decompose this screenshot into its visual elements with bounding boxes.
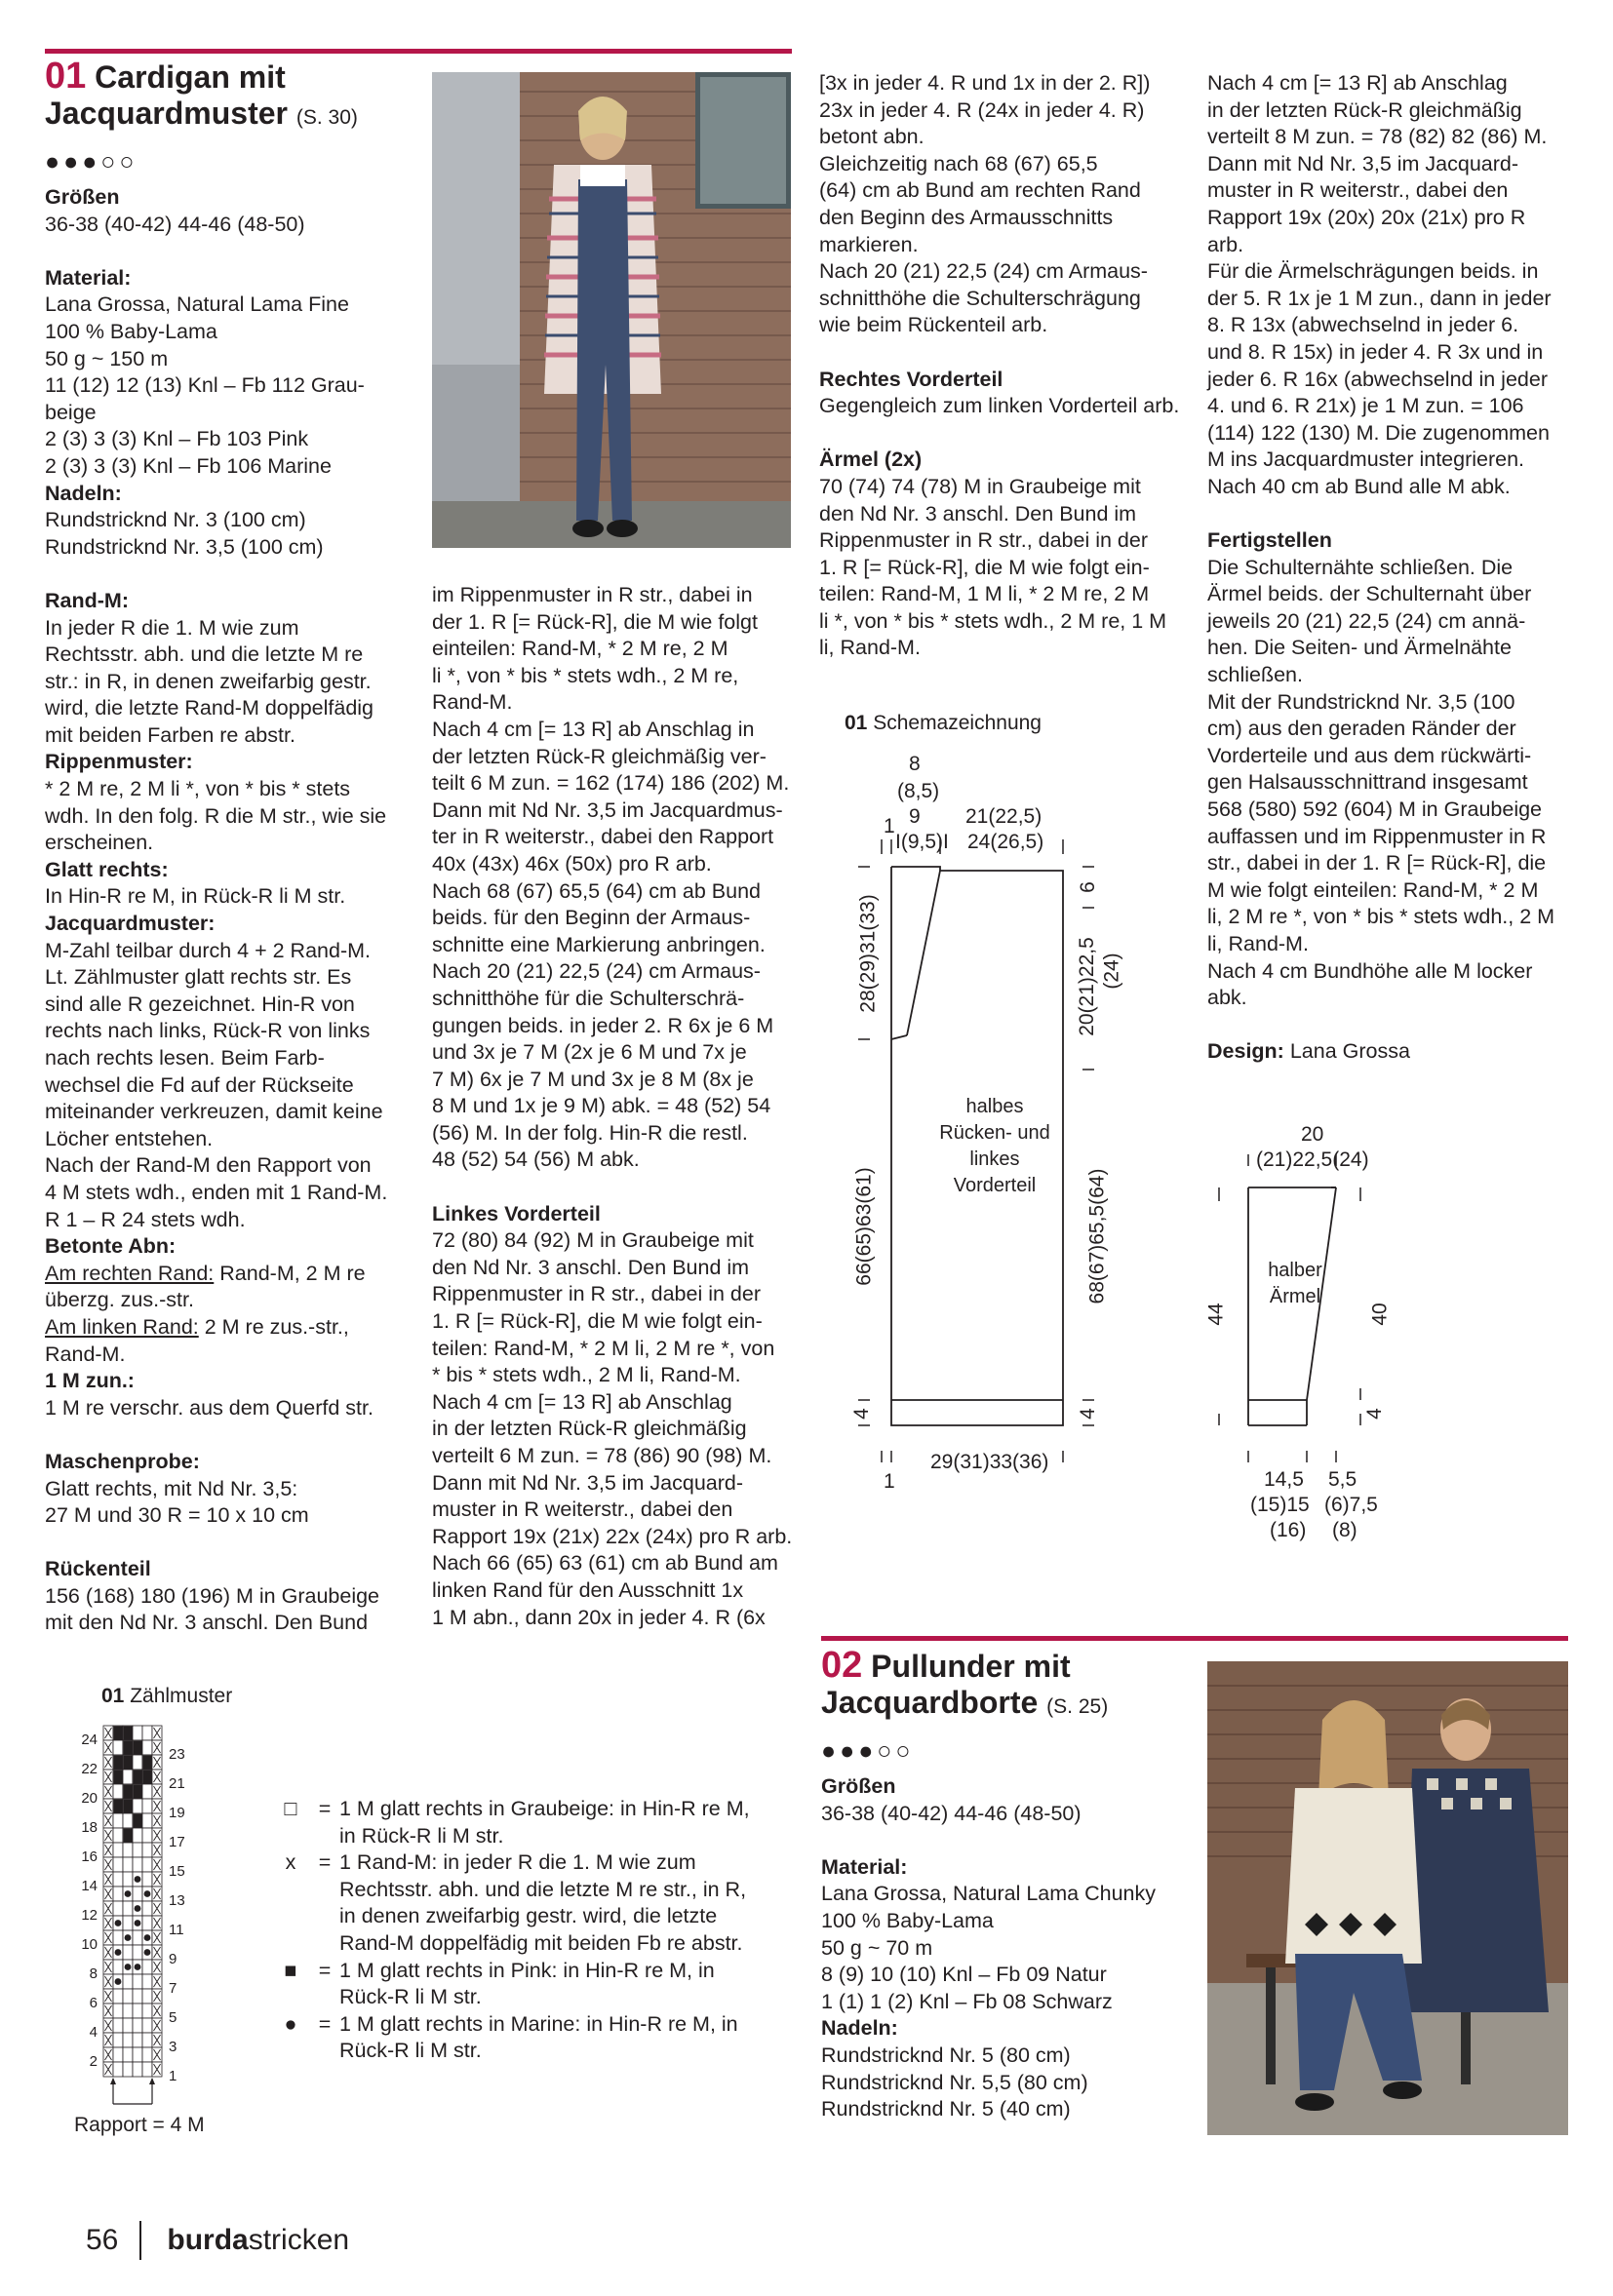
chart-cell xyxy=(113,1828,123,1843)
row-label: 11 xyxy=(169,1922,184,1938)
pink-stitch xyxy=(143,1771,152,1784)
text-line: Nach der Rand-M den Rapport von xyxy=(45,1153,372,1178)
text-line: str., dabei in der 1. R [= Rück-R], die xyxy=(1207,851,1547,876)
pink-stitch xyxy=(114,1727,123,1740)
chart-cell xyxy=(123,1872,133,1887)
text-line: li *, von * bis * stets wdh., 2 M re, 1 M xyxy=(819,608,1167,633)
row-label: 6 xyxy=(89,1995,98,2011)
chart-cell xyxy=(133,1989,142,2004)
pink-stitch xyxy=(124,1785,133,1799)
chart-cell xyxy=(113,1887,123,1901)
count-chart xyxy=(68,1685,283,2143)
text-line: teilen: Rand-M, * 2 M li, 2 M re *, von xyxy=(432,1336,775,1360)
text-line: 100 % Baby-Lama xyxy=(45,319,217,343)
marine-stitch xyxy=(125,1934,132,1941)
text-line: verteilt 8 M zun. = 78 (82) 82 (86) M. xyxy=(1207,125,1548,149)
text-line: den Nd Nr. 3 anschl. Den Bund im xyxy=(819,501,1137,525)
marine-stitch xyxy=(115,1978,122,1985)
chart-cell xyxy=(113,1813,123,1828)
chart-cell xyxy=(133,1930,142,1945)
chart-cell xyxy=(142,1857,152,1872)
text-line: 27 M und 30 R = 10 x 10 cm xyxy=(45,1503,309,1528)
text-line: ter in R weiterstr., dabei den Rapport xyxy=(432,825,774,849)
row-label: 1 xyxy=(169,2068,177,2084)
legend-text: 1 M glatt rechts in Graubeige: in Hin-R re M, in Rück-R li M str. xyxy=(339,1797,750,1848)
chart-cell xyxy=(142,1843,152,1857)
row-label: 9 xyxy=(169,1951,177,1967)
text-line: der letzten Rück-R gleichmäßig ver- xyxy=(432,744,767,768)
article-02: 02 Pullunder mit Jacquardborte (S. 25) ●●●○○ Größen 36-38 (40-42) 44-46 (48-50) Material: Lana Grossa, Natural Lama Chunky 100 % Baby-Lama 50 g ~ 70 m 8 (9) 10 (10) Knl – Fb 09 Natur 1 (1) 1 (2) Knl – Fb 08 Schwarz Nadeln: Rundstricknd Nr. 5 (80 cm) Rundstricknd Nr. 5,5 (80 cm) Rundstricknd Nr. 5 (40 cm) xyxy=(821,1648,1192,2123)
text-line: Nach 20 (21) 22,5 (24) cm Armaus- xyxy=(432,959,761,984)
text-line: Lt. Zählmuster glatt rechts str. Es xyxy=(45,965,352,990)
text-line: der 1. R [= Rück-R], die M wie folgt xyxy=(432,609,758,634)
chart-cell xyxy=(113,2047,123,2062)
column-4: Nach 4 cm [= 13 R] ab Anschlag in der letzten Rück-R gleichmäßig verteilt 8 M zun. = 78 (82) 82 (86) M. Dann mit Nd Nr. 3,5 im Jacquard- muster in R weiterstr., dabei den Rapport 19x (20x) 20x (21x) pro R arb. Für die Ärmelschrägungen beids. in der 5. R 1x je 1 M zun., dann in jeder 8. R 13x (abwechselnd in jeder 6. und 8. R 15x) in jeder 4. R 3x und in jeder 6. R 16x (abwechselnd in jeder 4. und 6. R 21x) je 1 M zun. = 106 (114) 122 (130) M. Die zugenommen M ins Jacquardmuster integrieren. Nach 40 cm ab Bund alle M abk. Fertigstellen Die Schulternähte schließen. Die Ärmel beids. der Schulternaht über jeweils 20 (21) 22,5 (24) cm annä- hen. Die Seiten- und Ärmelnähte schließen. Mit der Rundstricknd Nr. 3,5 (100 cm) aus den geraden Ränder der Vorderteile und aus dem rückwärti- gen Halsausschnittrand insgesamt 568 (580) 592 (604) M in Graubeige auffassen und im Rippenmuster in R str., dabei in der 1. R [= Rück-R], die M wie folgt einteilen: Rand-M, * 2 M li, 2 M re *, von * bis * stets wdh., 2 M li, Rand-M. Nach 4 cm Bundhöhe alle M locker abk. Design: Lana Grossa xyxy=(1207,70,1578,1066)
text-line: 40x (43x) 46x (50x) pro R arb. xyxy=(432,851,712,876)
chart-cell xyxy=(113,1857,123,1872)
text-line: einteilen: Rand-M, * 2 M re, 2 M xyxy=(432,637,728,661)
text-line: (114) 122 (130) M. Die zugenommen xyxy=(1207,420,1550,445)
chart-cell xyxy=(113,1872,123,1887)
text-line: Rundstricknd Nr. 5 (40 cm) xyxy=(821,2097,1071,2121)
arrow-icon xyxy=(149,2078,155,2084)
row-label: 8 xyxy=(89,1965,98,1982)
chart-cell xyxy=(133,1945,142,1960)
row-label: 17 xyxy=(169,1834,185,1850)
text-line: im Rippenmuster in R str., dabei in xyxy=(432,583,753,606)
text-line: muster in R weiterstr., dabei den xyxy=(432,1498,733,1522)
text-line: den Beginn des Armausschnitts xyxy=(819,205,1114,229)
text-line: Rapport 19x (20x) 20x (21x) pro R xyxy=(1207,205,1526,229)
chart-label: 01 Zählmuster xyxy=(101,1685,233,1707)
row-label: 7 xyxy=(169,1980,177,1997)
text-line: teilt 6 M zun. = 162 (174) 186 (202) M. xyxy=(432,771,790,796)
pink-stitch xyxy=(134,1771,142,1784)
legend-equals: = xyxy=(318,1958,332,1982)
chart-cell xyxy=(142,2062,152,2077)
cardigan-photo xyxy=(432,72,791,548)
pink-stitch xyxy=(124,1741,133,1755)
text-line: miteinander verkreuzen, damit keine xyxy=(45,1100,383,1124)
pink-stitch xyxy=(134,1741,142,1755)
row-label: 2 xyxy=(89,2053,98,2070)
text-line: Ärmel beids. der Schulternaht über xyxy=(1207,582,1532,606)
chart-cell xyxy=(123,1945,133,1960)
text-line: 50 g ~ 150 m xyxy=(45,346,169,370)
marine-stitch xyxy=(144,1934,151,1941)
page-footer xyxy=(86,2221,349,2260)
marine-stitch xyxy=(144,1890,151,1897)
pink-stitch xyxy=(134,1785,142,1799)
text-line: 1. R [= Rück-R], die M wie folgt ein- xyxy=(432,1309,763,1334)
chart-cell xyxy=(142,2004,152,2018)
text-line: (64) cm ab Bund am rechten Rand xyxy=(819,178,1141,203)
text-line: 48 (52) 54 (56) M abk. xyxy=(432,1148,640,1172)
chart-cell xyxy=(142,2047,152,2062)
text-line: 8. R 13x (abwechselnd in jeder 6. xyxy=(1207,313,1519,337)
text-line: Nach 68 (67) 65,5 (64) cm ab Bund xyxy=(432,878,762,903)
legend-equals: = xyxy=(318,2011,332,2036)
legend-text: 1 M glatt rechts in Marine: in Hin-R re M, in Rück-R li M str. xyxy=(339,2011,738,2063)
text-line: Nach 20 (21) 22,5 (24) cm Armaus- xyxy=(819,259,1148,284)
text-line: M ins Jacquardmuster integrieren. xyxy=(1207,448,1525,472)
chart-cell xyxy=(142,1872,152,1887)
pink-stitch xyxy=(124,1800,133,1813)
text-line: gungen beids. in jeder 2. R 6x je 6 M xyxy=(432,1013,774,1037)
text-line: 100 % Baby-Lama xyxy=(821,1908,994,1932)
chart-cell xyxy=(113,1989,123,2004)
text-line: In jeder R die 1. M wie zum xyxy=(45,615,299,640)
chart-cell xyxy=(113,1901,123,1916)
pullunder-photo xyxy=(1207,1661,1568,2135)
chart-cell xyxy=(123,1857,133,1872)
text-line: wie beim Rückenteil arb. xyxy=(819,313,1048,337)
text-line: wird, die letzte Rand-M doppelfädig xyxy=(45,696,374,720)
chart-cell xyxy=(133,2062,142,2077)
title-rule-02 xyxy=(821,1636,1568,1641)
text-line: * 2 M re, 2 M li *, von * bis * stets xyxy=(45,777,351,801)
text-line: wechsel die Fd auf der Rückseite xyxy=(45,1072,354,1097)
schema-label: 01 Schemazeichnung xyxy=(845,712,1042,734)
text-line: li, Rand-M. xyxy=(1207,932,1309,955)
pink-stitch xyxy=(143,1756,152,1770)
legend-item xyxy=(271,2011,798,2065)
row-label: 16 xyxy=(81,1848,98,1865)
chart-cell xyxy=(123,2047,133,2062)
pink-stitch xyxy=(114,1800,123,1813)
text-line: Nach 4 cm Bundhöhe alle M locker xyxy=(1207,958,1533,983)
text-line: betont abn. xyxy=(819,125,925,149)
legend-equals: = xyxy=(318,1797,332,1820)
arrow-icon xyxy=(110,2078,116,2084)
text-line: li *, von * bis * stets wdh., 2 M re, xyxy=(432,663,739,687)
text-line: 568 (580) 592 (604) M in Graubeige xyxy=(1207,798,1543,822)
sleeve-center-label: halber Ärmel xyxy=(1268,1260,1322,1307)
chart-cell xyxy=(113,1740,123,1755)
chart-cell xyxy=(123,1770,133,1784)
chart-cell xyxy=(113,1960,123,1974)
text-line: 1 (1) 1 (2) Knl – Fb 08 Schwarz xyxy=(821,1989,1113,2013)
text-line: wdh. In den folg. R die M str., wie sie xyxy=(45,803,387,828)
pink-stitch xyxy=(114,1756,123,1770)
chart-cell xyxy=(133,1887,142,1901)
chart-cell xyxy=(133,2004,142,2018)
row-label: 20 xyxy=(81,1790,98,1807)
text-line: 50 g ~ 70 m xyxy=(821,1935,933,1960)
row-label: 14 xyxy=(81,1878,98,1894)
text-line: Lana Grossa, Natural Lama Fine xyxy=(45,292,349,317)
chart-cell xyxy=(133,1974,142,1989)
text-line: cm) aus den geraden Ränder der xyxy=(1207,717,1516,741)
text-line: Nach 4 cm [= 13 R] ab Anschlag xyxy=(432,1389,732,1414)
row-label: 5 xyxy=(169,2009,177,2026)
legend-symbol: □ xyxy=(284,1797,297,1820)
difficulty-rating: ●●●○○ xyxy=(45,148,138,175)
legend-item xyxy=(271,1849,798,1957)
text-line: Rundstricknd Nr. 3 (100 cm) xyxy=(45,508,306,532)
chart-cell xyxy=(123,1989,133,2004)
text-line: Rundstricknd Nr. 3,5 (100 cm) xyxy=(45,534,324,559)
neckline xyxy=(907,871,940,1035)
legend-item xyxy=(271,1796,798,1849)
brand-logo: burdastricken xyxy=(167,2224,350,2256)
text-line: beids. für den Beginn der Armaus- xyxy=(432,906,751,930)
pink-stitch xyxy=(134,1814,142,1828)
marine-stitch xyxy=(115,1920,122,1926)
text-line: Dann mit Nd Nr. 3,5 im Jacquard- xyxy=(1207,151,1519,175)
chart-cell xyxy=(133,1755,142,1770)
row-label: 24 xyxy=(81,1732,98,1748)
marine-stitch xyxy=(135,1964,141,1970)
article-02-title: 02 Pullunder mit Jacquardborte (S. 25) xyxy=(821,1645,1109,1720)
legend-symbol: x xyxy=(285,1850,296,1875)
text-line: den Nd Nr. 3 anschl. Den Bund im xyxy=(432,1255,750,1279)
text-line: Für die Ärmelschrägungen beids. in xyxy=(1207,259,1539,284)
text-line: gen Halsausschnittrand insgesamt xyxy=(1207,770,1528,795)
chart-cell xyxy=(142,1740,152,1755)
chart-cell xyxy=(123,1813,133,1828)
chart-grid xyxy=(68,1685,283,2143)
chart-cell xyxy=(142,1989,152,2004)
title-rule-01 xyxy=(45,49,792,54)
text-line: jeweils 20 (21) 22,5 (24) cm annä- xyxy=(1207,608,1526,633)
chart-cell xyxy=(142,1828,152,1843)
text-line: Nach 4 cm [= 13 R] ab Anschlag xyxy=(1207,71,1508,95)
text-line: nach rechts lesen. Beim Farb- xyxy=(45,1046,325,1070)
text-line: Lana Grossa, Natural Lama Chunky xyxy=(821,1882,1156,1906)
pink-stitch xyxy=(124,1727,133,1740)
legend-text: 1 Rand-M: in jeder R die 1. M wie zum Rechtsstr. abh. und die letzte M re str., in R, in denen zweifarbig gestr. wird, die letzte Rand-M doppelfädig mit beiden Fb re abstr. xyxy=(339,1850,747,1955)
text-line: M wie folgt einteilen: Rand-M, * 2 M xyxy=(1207,877,1539,902)
text-line: 1 M abn., dann 20x in jeder 4. R (6x xyxy=(432,1605,766,1629)
marine-stitch xyxy=(144,1949,151,1956)
text-line: muster in R weiterstr., dabei den xyxy=(1207,178,1509,203)
text-line: M-Zahl teilbar durch 4 + 2 Rand-M. xyxy=(45,938,371,962)
chart-cell xyxy=(133,2047,142,2062)
chart-cell xyxy=(142,1799,152,1813)
text-line: und 3x je 7 M (2x je 6 M und 7x je xyxy=(432,1040,747,1065)
column-2: im Rippenmuster in R str., dabei in der 1. R [= Rück-R], die M wie folgt einteilen: Rand-M, * 2 M re, 2 M li *, von * bis * stets wdh., 2 M re, Rand-M. Nach 4 cm [= 13 R] ab Anschlag in der letzten Rück-R gleichmäßig ver- teilt 6 M zun. = 162 (174) 186 (202) M. Dann mit Nd Nr. 3,5 im Jacquardmus- ter in R weiterstr., dabei den Rapport 40x (43x) 46x (50x) pro R arb. Nach 68 (67) 65,5 (64) cm ab Bund beids. für den Beginn der Armaus- schnitte eine Markierung anbringen. Nach 20 (21) 22,5 (24) cm Armaus- schnitthöhe für die Schulterschrä- gungen beids. in jeder 2. R 6x je 6 M und 3x je 7 M (2x je 6 M und 7x je 7 M) 6x je 7 M und 3x je 8 M (8x je 8 M und 1x je 9 M) abk. = 48 (52) 54 (56) M. In der folg. Hin-R die restl. 48 (52) 54 (56) M abk. Linkes Vorderteil 72 (80) 84 (92) M in Graubeige mit den Nd Nr. 3 anschl. Den Bund im Rippenmuster in R str., dabei in der 1. R [= Rück-R], die M wie folgt ein- teilen: Rand-M, * 2 M li, 2 M re *, von * bis * stets wdh., 2 M li, Rand-M. Nach 4 cm [= 13 R] ab Anschlag in der letzten Rück-R gleichmäßig verteilt 6 M zun. = 78 (86) 90 (98) M. Dann mit Nd Nr. 3,5 im Jacquard- muster in R weiterstr., dabei den Rapport 19x (21x) 22x (24x) pro R arb. Nach 66 (65) 63 (61) cm ab Bund am linken Rand für den Ausschnitt 1x 1 M abn., dann 20x in jeder 4. R (6x xyxy=(432,582,803,1631)
chart-cell xyxy=(113,2004,123,2018)
text-line: mit beiden Farben re abstr. xyxy=(45,722,295,747)
text-line: der 5. R 1x je 1 M zun., dann in jeder xyxy=(1207,286,1552,310)
chart-cell xyxy=(142,2033,152,2047)
text-line: arb. xyxy=(1207,232,1244,256)
text-line: 8 M und 1x je 9 M) abk. = 48 (52) 54 xyxy=(432,1094,771,1118)
text-line: Rand-M. xyxy=(432,690,513,715)
text-line: Nach 4 cm [= 13 R] ab Anschlag in xyxy=(432,717,755,741)
chart-cell xyxy=(113,1930,123,1945)
marine-stitch xyxy=(115,1949,122,1956)
pink-stitch xyxy=(124,1756,133,1770)
text-line: Dann mit Nd Nr. 3,5 im Jacquardmus- xyxy=(432,798,783,822)
chart-cell xyxy=(123,2018,133,2033)
chart-cell xyxy=(123,1901,133,1916)
text-line: 4 M stets wdh., enden mit 1 Rand-M. xyxy=(45,1180,388,1204)
text-line: Vorderteile und aus dem rückwärti- xyxy=(1207,743,1532,767)
schema-center-label: halbes Rücken- und linkes Vorderteil xyxy=(939,1096,1050,1196)
rapport-label: Rapport = 4 M xyxy=(74,2114,205,2136)
chart-cell xyxy=(113,1784,123,1799)
row-label: 4 xyxy=(89,2024,98,2041)
chart-cell xyxy=(133,2018,142,2033)
chart-cell xyxy=(123,1916,133,1930)
text-line: schnitte eine Markierung anbringen. xyxy=(432,932,766,956)
text-line: 11 (12) 12 (13) Knl – Fb 112 Grau- xyxy=(45,373,365,398)
chart-cell xyxy=(133,1799,142,1813)
text-line: in der letzten Rück-R gleichmäßig xyxy=(1207,97,1522,122)
text-line: li, Rand-M. xyxy=(819,636,921,660)
text-line: 156 (168) 180 (196) M in Graubeige xyxy=(45,1583,380,1608)
text-line: 2 (3) 3 (3) Knl – Fb 103 Pink xyxy=(45,427,309,451)
pink-stitch xyxy=(124,1829,133,1843)
chart-legend xyxy=(271,1796,798,2065)
chart-cell xyxy=(142,1974,152,1989)
text-line: * bis * stets wdh., 2 M li, Rand-M. xyxy=(432,1363,741,1387)
text-line: mit den Nd Nr. 3 anschl. Den Bund xyxy=(45,1611,369,1635)
column-3: [3x in jeder 4. R und 1x in der 2. R]) 23x in jeder 4. R (24x in jeder 4. R) betont abn. Gleichzeitig nach 68 (67) 65,5 (64) cm ab Bund am rechten Rand den Beginn des Armausschnitts markieren. Nach 20 (21) 22,5 (24) cm Armaus- schnitthöhe die Schulterschrägung wie beim Rückenteil arb. Rechtes Vorderteil Gegengleich zum linken Vorderteil arb. Ärmel (2x) 70 (74) 74 (78) M in Graubeige mit den Nd Nr. 3 anschl. Den Bund im Rippenmuster in R str., dabei in der 1. R [= Rück-R], die M wie folgt ein- teilen: Rand-M, 1 M li, * 2 M re, 2 M li *, von * bis * stets wdh., 2 M re, 1 M li, Rand-M. xyxy=(819,70,1195,662)
legend-item xyxy=(271,1958,798,2011)
text-line: rechts nach links, Rück-R von links xyxy=(45,1019,371,1043)
chart-cell xyxy=(133,2033,142,2047)
chart-cell xyxy=(113,1843,123,1857)
chart-cell xyxy=(123,2033,133,2047)
text-line: schnitthöhe die Schulterschrägung xyxy=(819,286,1141,310)
chart-cell xyxy=(123,1974,133,1989)
text-line: 72 (80) 84 (92) M in Graubeige mit xyxy=(432,1228,754,1253)
text-line: Rundstricknd Nr. 5,5 (80 cm) xyxy=(821,2070,1088,2094)
needles-list xyxy=(45,507,415,561)
chart-cell xyxy=(123,1843,133,1857)
marine-stitch xyxy=(135,1920,141,1926)
text-line: 70 (74) 74 (78) M in Graubeige mit xyxy=(819,474,1141,498)
text-line: verteilt 6 M zun. = 78 (86) 90 (98) M. xyxy=(432,1444,772,1467)
text-line: auffassen und im Rippenmuster in R xyxy=(1207,824,1547,848)
chart-cell xyxy=(113,2018,123,2033)
row-label: 3 xyxy=(169,2039,177,2055)
marine-stitch xyxy=(125,1964,132,1970)
footer-separator xyxy=(139,2221,141,2260)
text-line: 4. und 6. R 21x) je 1 M zun. = 106 xyxy=(1207,394,1524,418)
text-line: Löcher entstehen. xyxy=(45,1126,214,1150)
chart-cell xyxy=(133,1843,142,1857)
text-line: str.: in R, in denen zweifarbig gestr. xyxy=(45,669,372,693)
text-line: Glatt rechts, mit Nd Nr. 3,5: xyxy=(45,1476,298,1500)
row-label: 13 xyxy=(169,1892,185,1909)
row-label: 19 xyxy=(169,1805,185,1821)
row-label: 12 xyxy=(81,1907,98,1924)
pink-stitch xyxy=(114,1771,123,1784)
text-line: [3x in jeder 4. R und 1x in der 2. R]) xyxy=(819,71,1151,95)
material-list xyxy=(45,292,415,480)
text-line: Rippenmuster in R str., dabei in der xyxy=(819,528,1148,553)
text-line: linken Rand für den Ausschnitt 1x xyxy=(432,1577,744,1602)
text-line: Gleichzeitig nach 68 (67) 65,5 xyxy=(819,151,1098,175)
text-line: beige xyxy=(45,400,97,424)
text-line: teilen: Rand-M, 1 M li, * 2 M re, 2 M xyxy=(819,582,1150,606)
text-line: Rechtsstr. abh. und die letzte M re xyxy=(45,642,364,667)
text-line: in der letzten Rück-R gleichmäßig xyxy=(432,1417,747,1441)
chart-cell xyxy=(133,1828,142,1843)
chart-cell xyxy=(123,2004,133,2018)
schema-drawing: 01 Schemazeichnung 8 (8,5) 1 9 I(9,5)I 21(22,5) 24(26,5) 28(29)31(33) 66(65)63(61) 4 6 20(21)22,5 (24) 68(67)65,5(64) 4 halbes Rücken- und linkes Vorderteil 1 29(31)33(36) 20 (21)22,5(24) halber Ärmel 44 40 4 14,5 (15)15 (16) 5,5 (6)7,5 (8) xyxy=(839,708,1599,1507)
text-line: Rapport 19x (21x) 22x (24x) pro R arb. xyxy=(432,1524,793,1548)
chart-cell xyxy=(142,1813,152,1828)
chart-cell xyxy=(142,1726,152,1740)
chart-cell xyxy=(123,2062,133,2077)
column-1: 01 Cardigan mit Jacquardmuster (S. 30) ●●●○○ Größen 36-38 (40-42) 44-46 (48-50) Material: Lana Grossa, Natural Lama Fine 100 % Baby-Lama 50 g ~ 150 m 11 (12) 12 (13) Knl – Fb 112 Grau- beige 2 (3) 3 (3) Knl – Fb 103 Pink 2 (3) 3 (3) Knl – Fb 106 Marine Nadeln: Rundstricknd Nr. 3 (100 cm) Rundstricknd Nr. 3,5 (100 cm) Rand-M: In jeder R die 1. M wie zum Rechtsstr. abh. und die letzte M re str.: in R, in denen zweifarbig gestr. wird, die letzte Rand-M doppelfädig mit beiden Farben re abstr. Rippenmuster: * 2 M re, 2 M li *, von * bis * stets wdh. In den folg. R die M str., wie sie erscheinen. Glatt rechts: In Hin-R re M, in Rück-R li M str. Jacquardmuster: M-Zahl teilbar durch 4 + 2 Rand-M. Lt. Zählmuster glatt rechts str. Es sind alle R gezeichnet. Hin-R von rechts nach links, Rück-R von links nach rechts lesen. Beim Farb- wechsel die Fd auf der Rückseite miteinander verkreuzen, damit keine Löcher entstehen. Nach der Rand-M den Rapport von 4 M stets wdh., enden mit 1 Rand-M. R 1 – R 24 stets wdh. Betonte Abn: Am rechten Rand: Rand-M, 2 M re überzg. zus.-str. Am linken Rand: 2 M re zus.-str., Rand-M. 1 M zun.: 1 M re verschr. aus dem Querfd str. Maschenprobe: Glatt rechts, mit Nd Nr. 3,5: 27 M und 30 R = 10 x 10 cm Rückenteil 156 (168) 180 (196) M in Graubeige mit den Nd Nr. 3 anschl. Den Bund xyxy=(45,58,415,1637)
text-line: sind alle R gezeichnet. Hin-R von xyxy=(45,992,355,1016)
chart-cell xyxy=(133,1857,142,1872)
text-line: Nach 66 (65) 63 (61) cm ab Bund am xyxy=(432,1551,778,1576)
chart-cell xyxy=(142,1901,152,1916)
row-label: 15 xyxy=(169,1863,185,1880)
row-label: 22 xyxy=(81,1761,98,1777)
legend-equals: = xyxy=(318,1850,332,1875)
text-line: schließen. xyxy=(1207,663,1303,687)
text-line: 7 M) 6x je 7 M und 3x je 8 M (8x je xyxy=(432,1067,754,1091)
row-label: 10 xyxy=(81,1936,98,1953)
chart-cell xyxy=(142,2018,152,2033)
text-line: 1. R [= Rück-R], die M wie folgt ein- xyxy=(819,555,1150,579)
text-line: Dann mit Nd Nr. 3,5 im Jacquard- xyxy=(432,1470,744,1495)
text-line: R 1 – R 24 stets wdh. xyxy=(45,1207,246,1231)
text-line: und 8. R 15x) in jeder 4. R 3x und in xyxy=(1207,339,1544,364)
text-line: 23x in jeder 4. R (24x in jeder 4. R) xyxy=(819,97,1145,122)
text-line: schnitthöhe für die Schulterschrä- xyxy=(432,986,745,1010)
row-label: 21 xyxy=(169,1775,185,1792)
text-line: Nach 40 cm ab Bund alle M abk. xyxy=(1207,474,1511,498)
text-line: erscheinen. xyxy=(45,831,154,855)
chart-cell xyxy=(142,1960,152,1974)
text-line: li, 2 M re *, von * bis * stets wdh., 2 M xyxy=(1207,905,1555,929)
row-label: 18 xyxy=(81,1819,98,1836)
difficulty-rating-02: ●●●○○ xyxy=(821,1737,915,1765)
text-line: Mit der Rundstricknd Nr. 3,5 (100 xyxy=(1207,689,1515,714)
page-number: 56 xyxy=(86,2224,119,2256)
text-line: markieren. xyxy=(819,232,919,256)
text-line: jeder 6. R 16x (abwechselnd in jeder xyxy=(1207,367,1548,391)
text-line: hen. Die Seiten- und Ärmelnähte xyxy=(1207,636,1512,660)
text-line: 8 (9) 10 (10) Knl – Fb 09 Natur xyxy=(821,1963,1107,1987)
marine-stitch xyxy=(125,1890,132,1897)
text-line: abk. xyxy=(1207,986,1247,1010)
chart-cell xyxy=(142,1784,152,1799)
chart-cell xyxy=(113,2062,123,2077)
chart-cell xyxy=(113,2033,123,2047)
legend-symbol: ■ xyxy=(284,1958,297,1982)
row-label: 23 xyxy=(169,1746,185,1763)
legend-text: 1 M glatt rechts in Pink: in Hin-R re M, in Rück-R li M str. xyxy=(339,1958,715,2009)
text-line: 2 (3) 3 (3) Knl – Fb 106 Marine xyxy=(45,453,332,478)
text-line: Rippenmuster in R str., dabei in der xyxy=(432,1282,761,1306)
legend-symbol: ● xyxy=(284,2011,297,2036)
text-line: (56) M. In der folg. Hin-R die restl. xyxy=(432,1120,748,1145)
text-line: Rundstricknd Nr. 5 (80 cm) xyxy=(821,2043,1071,2067)
chart-cell xyxy=(133,1726,142,1740)
article-01-title: 01 Cardigan mit Jacquardmuster (S. 30) xyxy=(45,56,358,131)
chart-cell xyxy=(142,1916,152,1930)
marine-stitch xyxy=(135,1905,141,1912)
marine-stitch xyxy=(135,1876,141,1883)
text-line: Die Schulternähte schließen. Die xyxy=(1207,555,1514,579)
